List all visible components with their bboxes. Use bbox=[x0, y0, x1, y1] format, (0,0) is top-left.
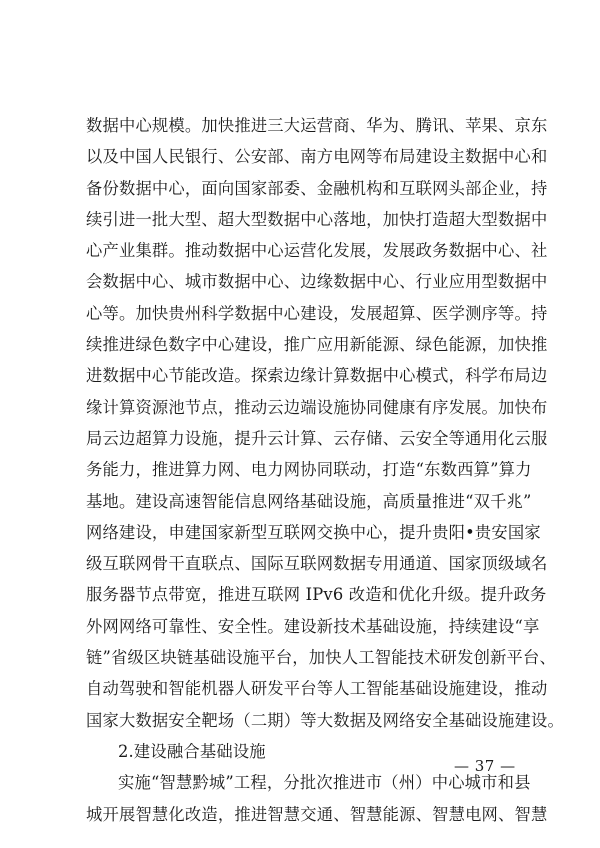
text-line: 务能力，推进算力网、电力网协同联动，打造“东数西算”算力 bbox=[86, 460, 532, 480]
text-line: 级互联网骨干直联点、国际互联网数据专用通道、国家顶级域名 bbox=[86, 554, 548, 574]
text-line: 实施“智慧黔城”工程，分批次推进市（州）中心城市和县 bbox=[118, 773, 531, 793]
text-line: 局云边超算力设施，提升云计算、云存储、云安全等通用化云服 bbox=[86, 428, 548, 448]
text-line: 基地。建设高速智能信息网络基础设施，高质量推进“双千兆” bbox=[86, 491, 532, 511]
text-line: 进数据中心节能改造。探索边缘计算数据中心模式，科学布局边 bbox=[86, 366, 548, 386]
section-heading: 2.建设融合基础设施 bbox=[118, 741, 266, 761]
page-number: — 37 — bbox=[454, 757, 516, 775]
text-line: 会数据中心、城市数据中心、边缘数据中心、行业应用型数据中 bbox=[86, 272, 548, 292]
text-line: 续引进一批大型、超大型数据中心落地，加快打造超大型数据中 bbox=[86, 209, 548, 229]
text-line: 城开展智慧化改造，推进智慧交通、智慧能源、智慧电网、智慧 bbox=[86, 804, 548, 824]
text-line: 续推进绿色数字中心建设，推广应用新能源、绿色能源，加快推 bbox=[86, 335, 548, 355]
text-line: 心产业集群。推动数据中心运营化发展，发展政务数据中心、社 bbox=[86, 241, 548, 261]
text-line: 国家大数据安全靶场（二期）等大数据及网络安全基础设施建设。 bbox=[86, 710, 564, 730]
text-line: 心等。加快贵州科学数据中心建设，发展超算、医学测序等。持 bbox=[86, 303, 548, 323]
text-line: 以及中国人民银行、公安部、南方电网等布局建设主数据中心和 bbox=[86, 147, 548, 167]
body-text bbox=[86, 110, 564, 830]
text-line: 外网网络可靠性、安全性。建设新技术基础设施，持续建设“享 bbox=[86, 616, 540, 636]
text-line: 数据中心规模。加快推进三大运营商、华为、腾讯、苹果、京东 bbox=[86, 116, 548, 135]
text-line: 自动驾驶和智能机器人研发平台等人工智能基础设施建设，推动 bbox=[86, 679, 548, 699]
text-line: 链”省级区块链基础设施平台，加快人工智能技术研发创新平台、 bbox=[86, 648, 557, 668]
text-line: 备份数据中心，面向国家部委、金融机构和互联网头部企业，持 bbox=[86, 178, 548, 198]
text-line: 网络建设，申建国家新型互联网交换中心，提升贵阳•贵安国家 bbox=[86, 522, 541, 542]
text-line: 缘计算资源池节点，推动云边端设施协同健康有序发展。加快布 bbox=[86, 397, 548, 417]
text-line: 服务器节点带宽，推进互联网 IPv6 改造和优化升级。提升政务 bbox=[86, 585, 547, 605]
